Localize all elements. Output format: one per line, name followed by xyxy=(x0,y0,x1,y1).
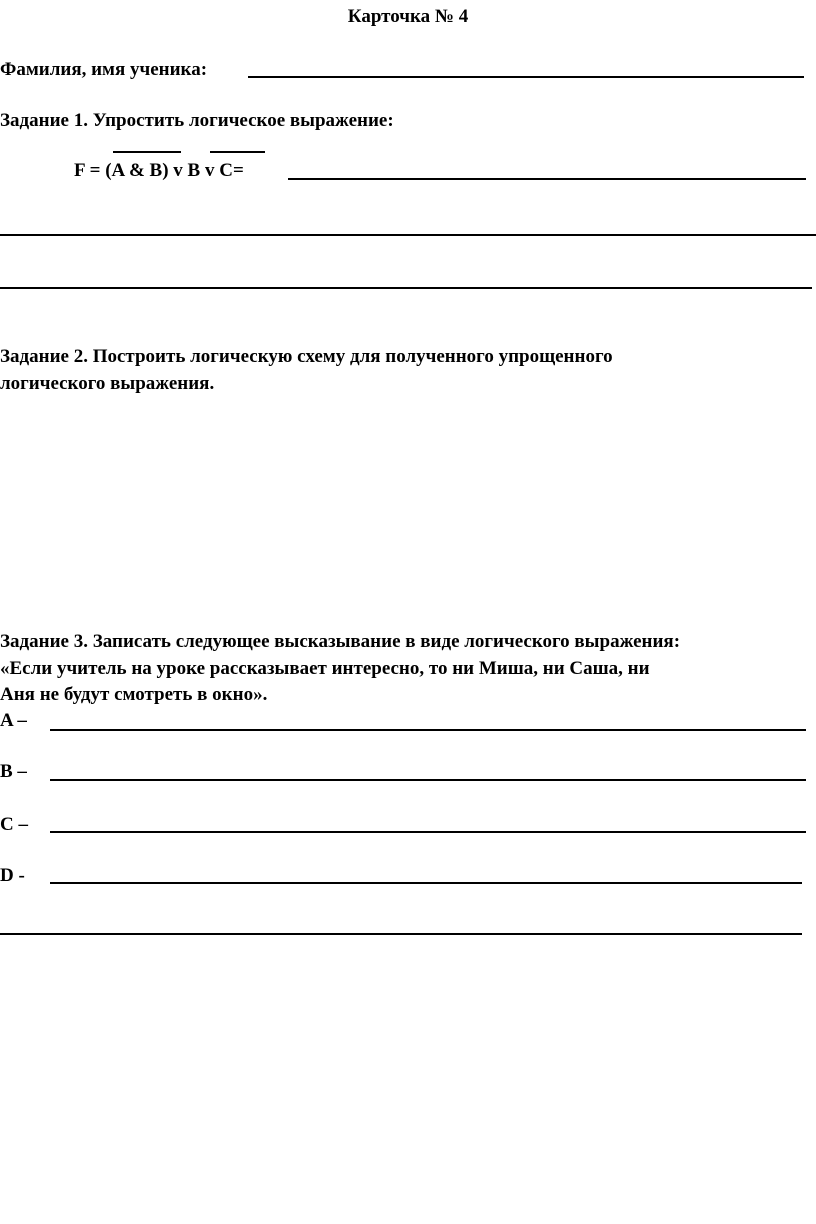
answer-extra-line[interactable] xyxy=(0,933,802,935)
task3-line-3: Аня не будут смотреть в окно». xyxy=(0,684,268,705)
task1-answer-line-2[interactable] xyxy=(0,234,816,236)
task3-line-2: «Если учитель на уроке рассказывает интересно, то ни Миша, ни Саша, ни xyxy=(0,658,650,679)
answer-label-b: B – xyxy=(0,761,27,782)
answer-label-c: C – xyxy=(0,814,28,835)
overline-b xyxy=(210,151,265,153)
task3-line-1: Задание 3. Записать следующее высказывание в виде логического выражения: xyxy=(0,631,681,652)
task1-answer-field[interactable] xyxy=(288,178,806,180)
overline-a-and-b xyxy=(113,151,181,153)
task2-line-2: логического выражения. xyxy=(0,373,215,394)
answer-field-b[interactable] xyxy=(50,779,806,781)
task1-formula: F = (A & B) v B v C= xyxy=(74,160,244,181)
answer-field-a[interactable] xyxy=(50,729,806,731)
student-name-label: Фамилия, имя ученика: xyxy=(0,59,208,80)
task1-heading: Задание 1. Упростить логическое выражение: xyxy=(0,110,394,131)
answer-label-d: D - xyxy=(0,865,25,886)
answer-label-a: A – xyxy=(0,710,27,731)
answer-field-c[interactable] xyxy=(50,831,806,833)
card-title: Карточка № 4 xyxy=(347,6,469,27)
task2-line-1: Задание 2. Построить логическую схему для полученного упрощенного xyxy=(0,346,613,367)
answer-field-d[interactable] xyxy=(50,882,802,884)
task1-answer-line-3[interactable] xyxy=(0,287,812,289)
student-name-field[interactable] xyxy=(248,76,804,78)
